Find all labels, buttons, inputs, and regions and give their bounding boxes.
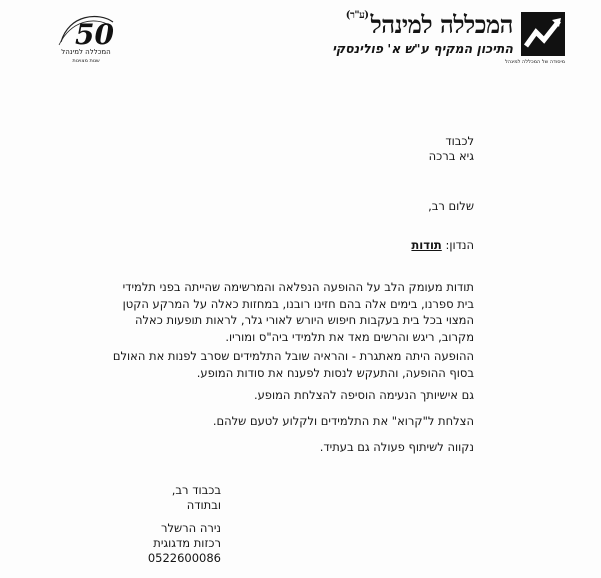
paragraph-line: נקווה לשיתוף פעולה גם בעתיד. <box>319 440 474 454</box>
paragraph-line: הצלחת ל"קרוא" את התלמידים ולקלוע לטעם שלהם. <box>212 414 474 428</box>
anniversary-50-icon <box>55 12 117 50</box>
subject-label: הנדון: <box>445 238 474 252</box>
college-logo-icon <box>521 12 565 56</box>
greeting: שלום רב, <box>428 199 474 213</box>
paragraph-3 <box>254 387 474 404</box>
paragraph-line: תודות מעומק הלב על ההופעה הנפלאה והמרשימה שהייתה בפני תלמידי <box>122 280 474 294</box>
paragraph-1 <box>123 279 474 345</box>
subject-line <box>411 238 474 252</box>
closing-line-2: ובתודה <box>186 498 221 512</box>
recipient-name: גיא ברכה <box>428 149 474 163</box>
paragraph-line: ההופעה היתה מאתגרת - והראיה שובל התלמידים שסרב לפנות את האולם <box>112 349 474 363</box>
badge-number: 50 <box>75 18 114 50</box>
badge-caption: המכללה למינהל <box>61 48 111 56</box>
paragraph-line: מקרוב, ריגש והרשים מאד את תלמידי ביה"ס ומוריו. <box>225 329 474 344</box>
college-subtitle: התיכון המקיף ע"ש א' פולינסקי <box>332 41 513 56</box>
signature-title: רכזות מדגוגית <box>153 536 221 550</box>
recipient-honorific: לכבוד <box>445 134 474 148</box>
signature-name: נירה הרשלר <box>160 521 221 535</box>
paragraph-5 <box>320 439 474 456</box>
signature-phone: 0522600086 <box>147 551 221 565</box>
registered-mark: (ע"ר) <box>345 10 369 21</box>
college-name-text: המכללה למינהל <box>370 10 513 39</box>
subject-value: תודות <box>411 238 442 252</box>
college-name <box>346 10 513 40</box>
anniversary-badge <box>55 12 117 70</box>
paragraph-line: בסוף ההופעה, והתעקש לנסות לפענח את סודות המופע. <box>196 365 474 380</box>
badge-subcaption: שנות מצוינות <box>72 58 100 64</box>
letterhead <box>305 12 565 72</box>
paragraph-line: גם אישיותך הנעימה הוסיפה להצלחת המופע. <box>253 388 474 402</box>
paragraph-line: בית ספרנו, בימים אלה בהם חזינו רובנו, במחזות כאלה על המרקע הקטן <box>122 296 474 311</box>
paragraph-line: המצוי בכל בית בעקבות חיפוש היורש לאורי גלר, לראות תופעות כאלה <box>134 313 474 327</box>
paragraph-4 <box>213 413 474 430</box>
paragraph-2 <box>113 348 474 381</box>
logo-subtext: מיסודה של המכללה למינהל <box>505 59 565 65</box>
closing-line-1: בכבוד רב, <box>171 483 221 497</box>
